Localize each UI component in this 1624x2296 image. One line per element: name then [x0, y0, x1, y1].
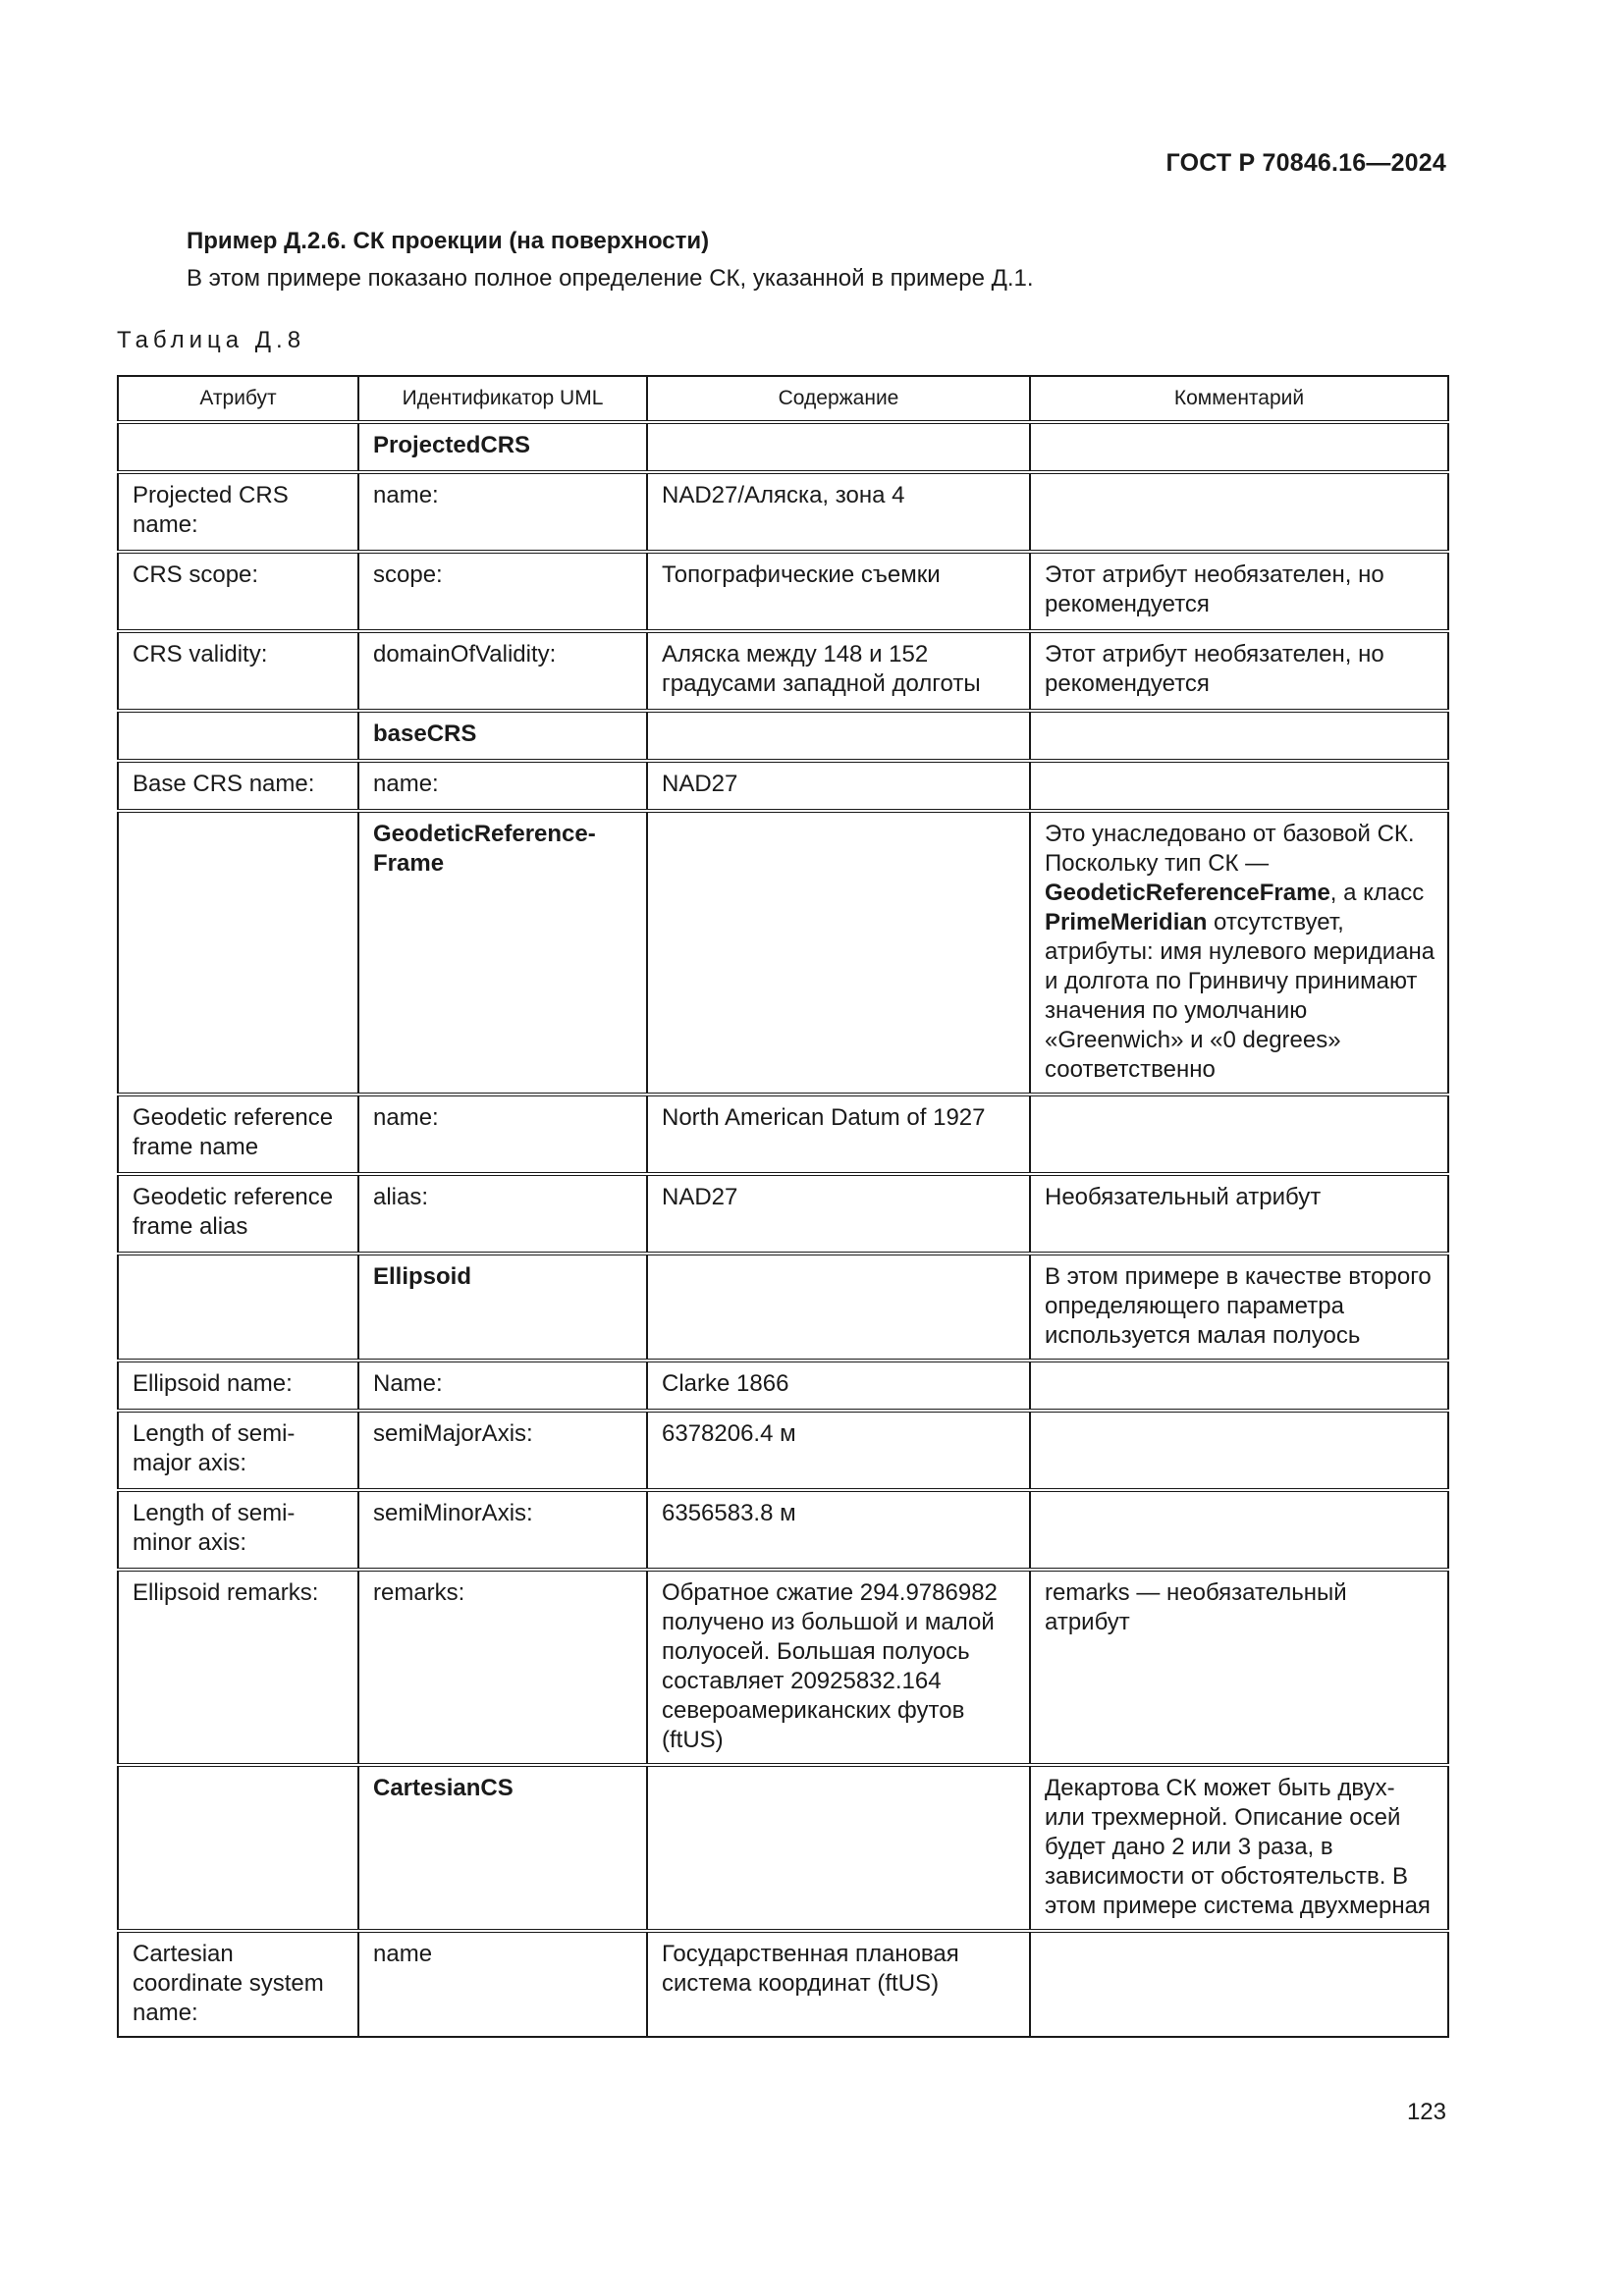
cell-attribute: Geodetic reference frame alias: [118, 1174, 358, 1254]
comment-text: Это унаследовано от базовой СК. Поскольку тип СК —: [1045, 821, 1415, 877]
cell-attribute: CRS scope:: [118, 552, 358, 631]
cell-attribute: [118, 1254, 358, 1361]
table-caption: Таблица Д.8: [117, 327, 306, 353]
cell-attribute: Length of semi-major axis:: [118, 1411, 358, 1490]
cell-attribute: Projected CRS name:: [118, 472, 358, 552]
cell-attribute: CRS validity:: [118, 631, 358, 711]
cell-comment: [1030, 811, 1448, 1095]
cell-comment: В этом примере в качестве второго определяющего параметра используется малая полуось: [1030, 1254, 1448, 1361]
cell-uml-identifier: domainOfValidity:: [358, 631, 647, 711]
cell-attribute: Ellipsoid name:: [118, 1361, 358, 1411]
table-row: [118, 1570, 1448, 1765]
cell-uml-identifier: semiMajorAxis:: [358, 1411, 647, 1490]
column-header-uml-identifier: Идентификатор UML: [358, 376, 647, 422]
cell-uml-identifier: name: [358, 1931, 647, 2037]
cell-comment: [1030, 1931, 1448, 2037]
cell-comment: [1030, 1490, 1448, 1570]
cell-content: NAD27: [647, 1174, 1030, 1254]
cell-comment: Этот атрибут необязателен, но рекомендуется: [1030, 631, 1448, 711]
cell-content: 6378206.4 м: [647, 1411, 1030, 1490]
table-row: [118, 472, 1448, 552]
class-name-geodetic-reference-frame: GeodeticReferenceFrame: [1045, 880, 1330, 906]
table-row: [118, 422, 1448, 472]
cell-attribute: Length of semi-minor axis:: [118, 1490, 358, 1570]
cell-uml-identifier: name:: [358, 1095, 647, 1174]
cell-comment: [1030, 1361, 1448, 1411]
table-row: [118, 552, 1448, 631]
cell-uml-identifier: baseCRS: [358, 711, 647, 761]
class-name-prime-meridian: PrimeMeridian: [1045, 909, 1208, 935]
cell-comment: Декартова СК может быть двух- или трехмерной. Описание осей будет дано 2 или 3 раза, в зависимости от обстоятельств. В этом примере система двухмерная: [1030, 1765, 1448, 1931]
cell-content: [647, 711, 1030, 761]
cell-uml-identifier: scope:: [358, 552, 647, 631]
table-row: [118, 761, 1448, 811]
cell-content: Аляска между 148 и 152 градусами западной долготы: [647, 631, 1030, 711]
cell-comment: [1030, 1411, 1448, 1490]
cell-comment: Этот атрибут необязателен, но рекомендуется: [1030, 552, 1448, 631]
table-row: [118, 811, 1448, 1095]
column-header-comment: Комментарий: [1030, 376, 1448, 422]
cell-content: [647, 1254, 1030, 1361]
cell-content: Топографические съемки: [647, 552, 1030, 631]
cell-comment: [1030, 1095, 1448, 1174]
cell-attribute: [118, 422, 358, 472]
cell-attribute: Ellipsoid remarks:: [118, 1570, 358, 1765]
cell-uml-identifier: name:: [358, 472, 647, 552]
cell-comment: [1030, 711, 1448, 761]
cell-uml-identifier: semiMinorAxis:: [358, 1490, 647, 1570]
table-row: [118, 1765, 1448, 1931]
cell-uml-identifier: alias:: [358, 1174, 647, 1254]
comment-text: , а класс: [1329, 880, 1425, 906]
cell-comment: remarks — необязательный атрибут: [1030, 1570, 1448, 1765]
cell-uml-identifier: GeodeticReference-Frame: [358, 811, 647, 1095]
table-row: [118, 1490, 1448, 1570]
table-header-row: [118, 376, 1448, 422]
cell-content: Clarke 1866: [647, 1361, 1030, 1411]
cell-content: Обратное сжатие 294.9786982 получено из большой и малой полуосей. Большая полуось составляет 20925832.164 североамериканских футов (ftUS): [647, 1570, 1030, 1765]
cell-content: [647, 1765, 1030, 1931]
table-row: [118, 631, 1448, 711]
table-row: [118, 1361, 1448, 1411]
cell-comment: [1030, 761, 1448, 811]
cell-attribute: Geodetic reference frame name: [118, 1095, 358, 1174]
cell-attribute: [118, 1765, 358, 1931]
cell-comment: Необязательный атрибут: [1030, 1174, 1448, 1254]
table-row: [118, 1254, 1448, 1361]
cell-attribute: [118, 711, 358, 761]
standard-designation: ГОСТ Р 70846.16—2024: [1165, 149, 1446, 177]
cell-content: Государственная плановая система координат (ftUS): [647, 1931, 1030, 2037]
table-row: [118, 1931, 1448, 2037]
cell-content: NAD27/Аляска, зона 4: [647, 472, 1030, 552]
cell-uml-identifier: remarks:: [358, 1570, 647, 1765]
example-description: В этом примере показано полное определение СК, указанной в примере Д.1.: [187, 265, 1034, 292]
column-header-content: Содержание: [647, 376, 1030, 422]
crs-definition-table: [117, 375, 1449, 2038]
cell-uml-identifier: Name:: [358, 1361, 647, 1411]
cell-content: North American Datum of 1927: [647, 1095, 1030, 1174]
cell-uml-identifier: name:: [358, 761, 647, 811]
cell-uml-identifier: ProjectedCRS: [358, 422, 647, 472]
column-header-attribute: Атрибут: [118, 376, 358, 422]
table-row: [118, 1411, 1448, 1490]
cell-content: NAD27: [647, 761, 1030, 811]
cell-uml-identifier: Ellipsoid: [358, 1254, 647, 1361]
cell-content: 6356583.8 м: [647, 1490, 1030, 1570]
example-title: Пример Д.2.6. СК проекции (на поверхности): [187, 228, 710, 254]
table-row: [118, 711, 1448, 761]
cell-content: [647, 422, 1030, 472]
page-number: 123: [1406, 2099, 1446, 2125]
table-row: [118, 1174, 1448, 1254]
cell-content: [647, 811, 1030, 1095]
cell-attribute: [118, 811, 358, 1095]
comment-text: отсутствует, атрибуты: имя нулевого меридиана и долгота по Гринвичу принимают значения по умолчанию «Greenwich» и «0 degrees» соответственно: [1045, 909, 1435, 1083]
cell-uml-identifier: CartesianCS: [358, 1765, 647, 1931]
cell-attribute: Base CRS name:: [118, 761, 358, 811]
cell-comment: [1030, 472, 1448, 552]
cell-attribute: Cartesian coordinate system name:: [118, 1931, 358, 2037]
table-row: [118, 1095, 1448, 1174]
cell-comment: [1030, 422, 1448, 472]
